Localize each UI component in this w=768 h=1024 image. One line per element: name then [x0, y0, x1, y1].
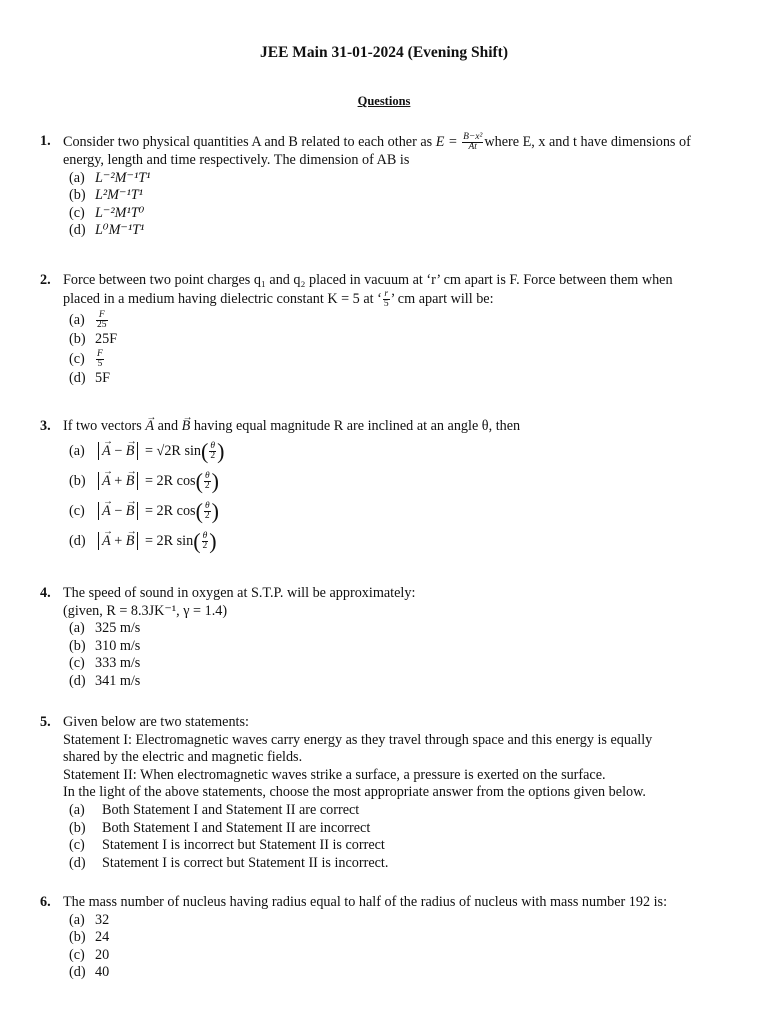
option-b[interactable]	[63, 187, 700, 205]
question-line-4: Statement II: When electromagnetic waves strike a surface, a pressure is exerted on the surface.	[63, 766, 606, 783]
question-line-2-before: placed in a medium having dielectric constant K = 5 at ‘	[63, 290, 382, 307]
question-1	[40, 133, 700, 240]
option-b[interactable]	[63, 929, 700, 947]
option-text: 333 m/s	[95, 655, 141, 672]
question-3	[40, 418, 700, 556]
question-5	[40, 714, 700, 872]
option-label: (d)	[69, 532, 86, 549]
abs-bar-right	[137, 472, 138, 490]
two: 2	[204, 510, 210, 521]
abs-bar-left	[98, 442, 99, 460]
option-label: (d)	[69, 964, 86, 981]
option-b[interactable]	[63, 466, 700, 496]
option-text: 32	[95, 911, 110, 928]
option-text: Both Statement I and Statement II are incorrect	[102, 819, 371, 836]
paren-open: (	[193, 528, 201, 554]
question-text	[63, 133, 700, 170]
question-line-1: Force between two point charges q₁ and q₂ placed in vacuum at ‘r’ cm apart is F. Force between them when	[63, 272, 673, 288]
question-number: 5.	[40, 714, 51, 730]
question-line-2	[63, 290, 700, 309]
option-numerator: F	[97, 349, 103, 360]
vector-b: → B	[182, 418, 191, 436]
question-text	[63, 714, 700, 802]
option-c[interactable]	[63, 837, 700, 855]
question-line-5: In the light of the above statements, choose the most appropriate answer from the options given below.	[63, 784, 646, 801]
paren-close: )	[211, 498, 219, 524]
option-text: 25F	[95, 330, 118, 347]
option-denominator: 5	[97, 359, 103, 370]
theta-half	[204, 472, 211, 491]
fraction-numerator: r	[384, 288, 389, 299]
question-2	[40, 272, 700, 388]
question-line-3: shared by the electric and magnetic fields.	[63, 749, 303, 766]
option-label: (c)	[69, 655, 85, 672]
vector-a: → A	[102, 436, 111, 466]
option-label: (c)	[69, 946, 85, 963]
question-text-before: Consider two physical quantities A and B related to each other as	[63, 133, 433, 150]
option-fraction	[96, 311, 108, 330]
option-text: 341 m/s	[95, 672, 141, 689]
option-text: 325 m/s	[95, 620, 141, 637]
fraction-denominator: 5	[383, 298, 389, 309]
question-text-before: If two vectors	[63, 418, 142, 434]
option-text: L⁰M⁻¹T¹	[95, 222, 145, 239]
option-label: (b)	[69, 929, 86, 946]
option-list	[63, 170, 700, 240]
question-text-after: where E, x and t have dimensions of energy, length and time respectively. The dimension of AB is	[63, 133, 691, 168]
option-label: (a)	[69, 911, 85, 928]
option-text: L⁻²M¹T⁰	[95, 204, 145, 221]
option-d[interactable]	[63, 526, 700, 556]
option-text: 5F	[95, 370, 110, 387]
question-text-and: and	[157, 418, 179, 434]
option-text: L²M⁻¹T¹	[95, 187, 143, 204]
option-label: (a)	[69, 311, 85, 328]
vector-operator: +	[114, 472, 123, 489]
paren-open: (	[195, 468, 203, 494]
vector-operator: −	[114, 442, 123, 459]
option-list	[63, 436, 700, 556]
option-label: (b)	[69, 472, 86, 489]
fraction-r-5	[383, 290, 390, 309]
option-label: (d)	[69, 672, 86, 689]
theta: θ	[204, 470, 210, 481]
abs-bar-left	[98, 502, 99, 520]
option-rhs: = 2R sin	[145, 532, 194, 549]
option-text: 40	[95, 964, 110, 981]
option-label: (d)	[69, 370, 86, 387]
formula-numerator: B−x²	[463, 132, 483, 142]
option-d[interactable]	[63, 222, 700, 240]
option-d[interactable]	[63, 673, 700, 691]
option-list	[63, 620, 700, 690]
formula-fraction	[462, 133, 483, 152]
abs-bar-left	[98, 472, 99, 490]
option-label: (c)	[69, 204, 85, 221]
question-6	[40, 894, 700, 982]
option-list	[63, 912, 700, 982]
option-a[interactable]	[63, 170, 700, 188]
vector-a: → A	[102, 496, 111, 526]
option-label: (a)	[69, 169, 85, 186]
question-text: The mass number of nucleus having radius equal to half of the radius of nucleus with mass number 192 is:	[63, 894, 668, 910]
section-heading: Questions	[357, 94, 411, 108]
option-d[interactable]	[63, 855, 700, 873]
question-line-2-after: ’ cm apart will be:	[390, 290, 494, 307]
paren-close: )	[217, 438, 225, 464]
question-number: 4.	[40, 585, 51, 601]
question-number: 2.	[40, 272, 51, 288]
option-b[interactable]	[63, 820, 700, 838]
option-a[interactable]	[63, 802, 700, 820]
option-a[interactable]	[63, 436, 700, 466]
two: 2	[202, 540, 208, 551]
question-text-after: having equal magnitude R are inclined at an angle θ, then	[193, 418, 521, 434]
option-c[interactable]	[63, 348, 700, 370]
option-a[interactable]	[63, 620, 700, 638]
option-d[interactable]	[63, 370, 700, 388]
option-label: (d)	[69, 854, 86, 871]
question-text	[63, 418, 700, 436]
option-label: (c)	[69, 837, 85, 854]
two: 2	[204, 480, 210, 491]
option-fraction	[96, 350, 104, 369]
option-label: (a)	[69, 620, 85, 637]
option-label: (b)	[69, 637, 86, 654]
question-line-2: Statement I: Electromagnetic waves carry energy as they travel through space and this energy is equally	[63, 731, 653, 748]
page-title: JEE Main 31-01-2024 (Evening Shift)	[259, 44, 508, 61]
theta-half	[202, 532, 209, 551]
option-list	[63, 309, 700, 388]
abs-bar-right	[137, 532, 138, 550]
question-line-1: The speed of sound in oxygen at S.T.P. will be approximately:	[63, 585, 416, 601]
option-numerator: F	[96, 311, 108, 321]
abs-bar-left	[98, 532, 99, 550]
question-line-1: Given below are two statements:	[63, 714, 249, 730]
paren-open: (	[201, 438, 209, 464]
option-label: (b)	[69, 330, 86, 347]
option-rhs: = 2R cos	[145, 472, 196, 489]
vector-b: → B	[126, 466, 135, 496]
option-label: (c)	[69, 502, 85, 519]
theta-half	[209, 442, 216, 461]
option-text: Statement I is incorrect but Statement II is correct	[102, 837, 385, 854]
vector-b: → B	[126, 526, 135, 556]
question-number: 3.	[40, 418, 51, 434]
option-a[interactable]	[63, 912, 700, 930]
option-rhs: = √2R sin	[145, 442, 201, 459]
option-d[interactable]	[63, 964, 700, 982]
option-label: (a)	[69, 442, 85, 459]
two: 2	[210, 450, 216, 461]
option-b[interactable]	[63, 331, 700, 349]
theta-half	[204, 502, 211, 521]
option-text: 24	[95, 929, 110, 946]
vector-b: → B	[126, 496, 135, 526]
option-text: Both Statement I and Statement II are correct	[102, 801, 360, 818]
option-c[interactable]	[63, 205, 700, 223]
question-number: 1.	[40, 133, 51, 149]
option-denominator: 25	[97, 319, 107, 330]
option-text: 310 m/s	[95, 637, 141, 654]
option-rhs: = 2R cos	[145, 502, 196, 519]
option-b[interactable]	[63, 638, 700, 656]
question-line-2: (given, R = 8.3JK⁻¹, γ = 1.4)	[63, 602, 228, 619]
option-text: L⁻²M⁻¹T¹	[95, 169, 151, 186]
option-label: (b)	[69, 819, 86, 836]
vector-a: → A	[102, 466, 111, 496]
option-c[interactable]	[63, 947, 700, 965]
question-text	[63, 272, 700, 309]
theta: θ	[204, 500, 210, 511]
paren-close: )	[209, 528, 217, 554]
paren-close: )	[211, 468, 219, 494]
option-c[interactable]	[63, 655, 700, 673]
vector-operator: +	[114, 532, 123, 549]
formula-lhs: E =	[435, 133, 458, 150]
question-text	[63, 585, 700, 620]
option-list	[63, 802, 700, 872]
vector-operator: −	[114, 502, 123, 519]
option-c[interactable]	[63, 496, 700, 526]
abs-bar-right	[137, 502, 138, 520]
option-text: Statement I is correct but Statement II is incorrect.	[102, 854, 389, 871]
question-4	[40, 585, 700, 691]
option-label: (d)	[69, 222, 86, 239]
theta: θ	[210, 440, 216, 451]
option-text: 20	[95, 946, 110, 963]
formula-denominator: At	[468, 142, 477, 152]
vector-a: → A	[102, 526, 111, 556]
vector-b: → B	[126, 436, 135, 466]
option-a[interactable]	[63, 309, 700, 331]
option-label: (c)	[69, 351, 85, 368]
abs-bar-right	[137, 442, 138, 460]
question-number: 6.	[40, 894, 51, 910]
vector-a: → A	[145, 418, 154, 436]
option-label: (a)	[69, 801, 85, 818]
paren-open: (	[195, 498, 203, 524]
option-label: (b)	[69, 187, 86, 204]
theta: θ	[202, 530, 208, 541]
